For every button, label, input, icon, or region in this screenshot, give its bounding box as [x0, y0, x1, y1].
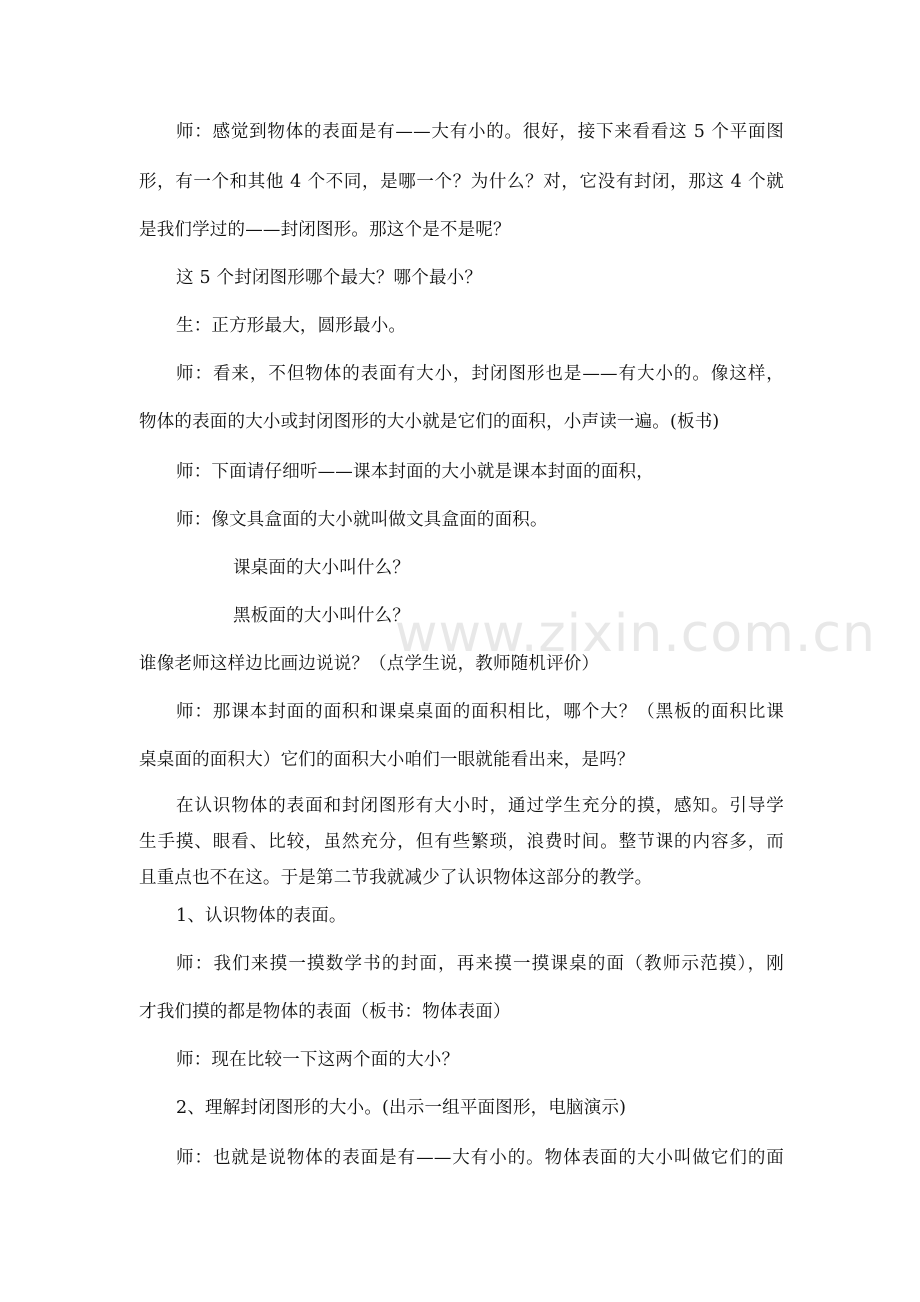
- paragraph-line: 黑板面的大小叫什么？: [233, 606, 410, 626]
- paragraph-line: 且重点也不在这。于是第二节我就减少了认识物体这部分的教学。: [139, 868, 653, 888]
- paragraph-line: 谁像老师这样边比画边说说？（点学生说，教师随机评价）: [139, 654, 600, 674]
- paragraph-line: 师：也就是说物体的表面是有——大有小的。物体表面的大小叫做它们的面: [176, 1148, 784, 1168]
- paragraph-line: 师：下面请仔细听——课本封面的大小就是课本封面的面积，: [176, 462, 654, 482]
- paragraph-line: 物体的表面的大小或封闭图形的大小就是它们的面积，小声读一遍。(板书): [139, 412, 720, 432]
- paragraph-line: 2、理解封闭图形的大小。(出示一组平面图形，电脑演示): [176, 1098, 627, 1118]
- paragraph-line: 师：我们来摸一摸数学书的封面，再来摸一摸课桌的面（教师示范摸），刚: [176, 954, 784, 974]
- paragraph-line: 师：现在比较一下这两个面的大小？: [176, 1050, 460, 1070]
- paragraph-line: 师：像文具盒面的大小就叫做文具盒面的面积。: [176, 510, 548, 530]
- paragraph-line: 师：感觉到物体的表面是有——大有小的。很好，接下来看看这 5 个平面图: [176, 122, 784, 142]
- paragraph-line: 1、认识物体的表面。: [176, 906, 347, 926]
- paragraph-line: 这 5 个封闭图形哪个最大？哪个最小？: [176, 268, 483, 288]
- paragraph-line: 桌桌面的面积大）它们的面积大小咱们一眼就能看出来，是吗？: [139, 750, 635, 770]
- paragraph-line: 形，有一个和其他 4 个不同，是哪一个？为什么？对，它没有封闭，那这 4 个就: [139, 172, 784, 192]
- paragraph-line: 在认识物体的表面和封闭图形有大小时，通过学生充分的摸，感知。引导学: [176, 796, 784, 816]
- paragraph-line: 生手摸、眼看、比较，虽然充分，但有些繁琐，浪费时间。整节课的内容多，而: [139, 832, 784, 852]
- paragraph-line: 师：看来，不但物体的表面有大小，封闭图形也是——有大小的。像这样，: [176, 364, 784, 384]
- paragraph-line: 是我们学过的——封闭图形。那这个是不是呢？: [139, 220, 511, 240]
- paragraph-line: 师：那课本封面的面积和课桌桌面的面积相比，哪个大？（黑板的面积比课: [176, 702, 784, 722]
- paragraph-line: 课桌面的大小叫什么？: [233, 558, 410, 578]
- watermark: www.zixin.com.cn: [395, 604, 876, 664]
- paragraph-line: 生：正方形最大，圆形最小。: [176, 316, 407, 336]
- paragraph-line: 才我们摸的都是物体的表面（板书：物体表面）: [139, 1002, 511, 1022]
